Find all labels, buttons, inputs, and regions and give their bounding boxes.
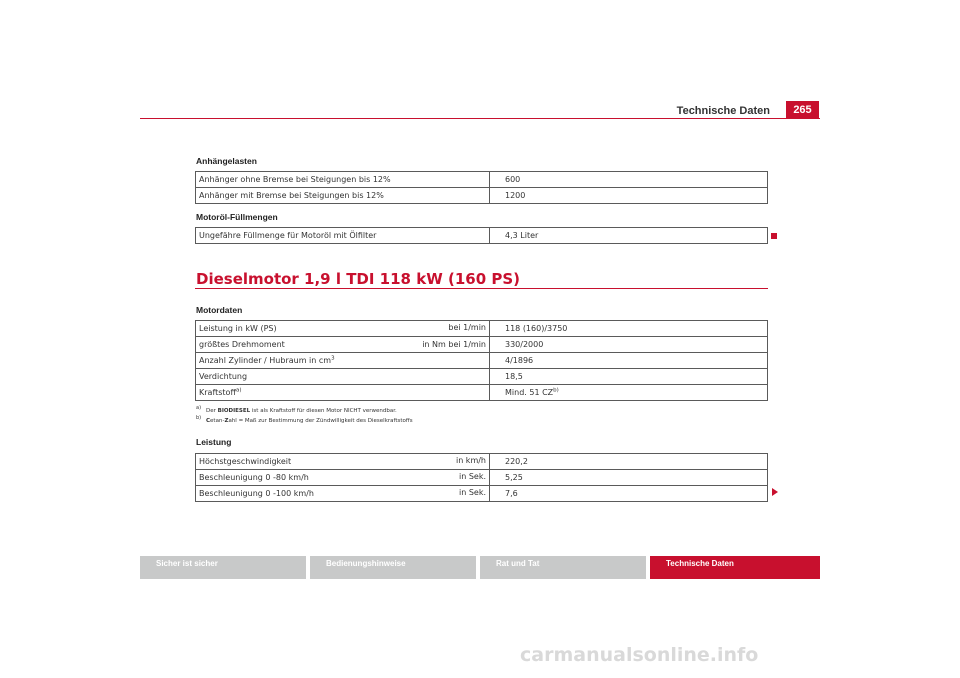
- table-row: [196, 353, 768, 369]
- section-title: Dieselmotor 1,9 l TDI 118 kW (160 PS): [196, 270, 521, 288]
- row-value: 5,25: [490, 470, 768, 486]
- footnote-mark: b): [196, 415, 202, 421]
- watermark: carmanualsonline.info: [520, 644, 759, 666]
- section-end-marker: [771, 233, 777, 239]
- table-row: [196, 369, 768, 385]
- footnote-text: ist als Kraftstoff für diesen Motor NICHT verwendbar.: [250, 408, 397, 414]
- row-value: 600: [490, 172, 768, 188]
- row-label: Höchstgeschwindigkeit: [196, 454, 490, 470]
- unit-label: in Sek.: [458, 488, 486, 497]
- page-header-title: Technische Daten: [676, 105, 770, 117]
- anhaengelasten-heading: Anhängelasten: [196, 156, 257, 166]
- table-row: [196, 172, 768, 188]
- leistung-heading: Leistung: [196, 437, 232, 447]
- row-value-text: 118 (160)/3750: [505, 324, 568, 333]
- row-label: [196, 385, 490, 401]
- header-rule: [140, 118, 820, 119]
- motordaten-heading: Motordaten: [196, 305, 243, 315]
- row-label: Beschleunigung 0 -100 km/h: [196, 486, 490, 502]
- row-label-text: Anzahl Zylinder / Hubraum in cm: [199, 356, 332, 365]
- row-label: Anhänger ohne Bremse bei Steigungen bis 12%: [196, 172, 490, 188]
- row-label: Leistung in kW (PS): [196, 321, 490, 337]
- footnote-a: [196, 405, 397, 414]
- anhaengelasten-table: [195, 171, 768, 204]
- tab-technische-daten[interactable]: Technische Daten: [650, 556, 820, 579]
- row-value: 7,6: [490, 486, 768, 502]
- footnote-bold: Z: [224, 418, 229, 424]
- unit-label: bei 1/min: [448, 323, 486, 332]
- table-row: [196, 188, 768, 204]
- footnote-mark: a): [196, 405, 202, 411]
- footnote-bold: BIODIESEL: [217, 408, 251, 414]
- footnote-text: Der: [206, 408, 218, 414]
- footnote-b: [196, 415, 413, 424]
- row-value: 220,2: [490, 454, 768, 470]
- unit-label: in Nm bei 1/min: [422, 340, 486, 349]
- motoroel-heading: Motoröl-Füllmengen: [196, 212, 278, 222]
- tab-sicher-ist-sicher[interactable]: Sicher ist sicher: [140, 556, 306, 579]
- tab-bedienungshinweise[interactable]: Bedienungshinweise: [310, 556, 476, 579]
- row-label: Ungefähre Füllmenge für Motoröl mit Ölfilter: [196, 228, 490, 244]
- footnote-text: etan-: [210, 418, 225, 424]
- row-value-text: 330/2000: [505, 340, 544, 349]
- row-label: [196, 353, 490, 369]
- table-row: [196, 385, 768, 401]
- footnote-text: ahl = Maß zur Bestimmung der Zündwilligkeit des Dieselkraftstoffs: [228, 418, 413, 424]
- row-value: 1200: [490, 188, 768, 204]
- row-value: [490, 337, 768, 353]
- unit-label: in Sek.: [458, 472, 486, 481]
- row-label-text: Kraftstoff: [199, 388, 236, 397]
- superscript: 3: [331, 355, 335, 362]
- row-label: Verdichtung: [196, 369, 490, 385]
- tab-rat-und-tat[interactable]: Rat und Tat: [480, 556, 646, 579]
- continue-arrow-icon: [772, 488, 778, 496]
- page-number: 265: [786, 101, 819, 119]
- section-title-rule: [195, 288, 768, 289]
- row-label: Beschleunigung 0 -80 km/h: [196, 470, 490, 486]
- motoroel-table: [195, 227, 768, 244]
- row-value: [490, 385, 768, 401]
- footnote-ref: a): [235, 387, 242, 394]
- row-label-text: größtes Drehmoment: [199, 340, 285, 349]
- unit-label: in km/h: [455, 456, 486, 465]
- row-value: [490, 321, 768, 337]
- footnote-ref: b): [553, 387, 559, 394]
- table-row: [196, 228, 768, 244]
- row-value-text: Mind. 51 CZ: [505, 388, 554, 397]
- row-value: 4,3 Liter: [490, 228, 768, 244]
- row-value: 18,5: [490, 369, 768, 385]
- row-label: Anhänger mit Bremse bei Steigungen bis 12%: [196, 188, 490, 204]
- footnote-bold: C: [206, 418, 211, 424]
- row-value: 4/1896: [490, 353, 768, 369]
